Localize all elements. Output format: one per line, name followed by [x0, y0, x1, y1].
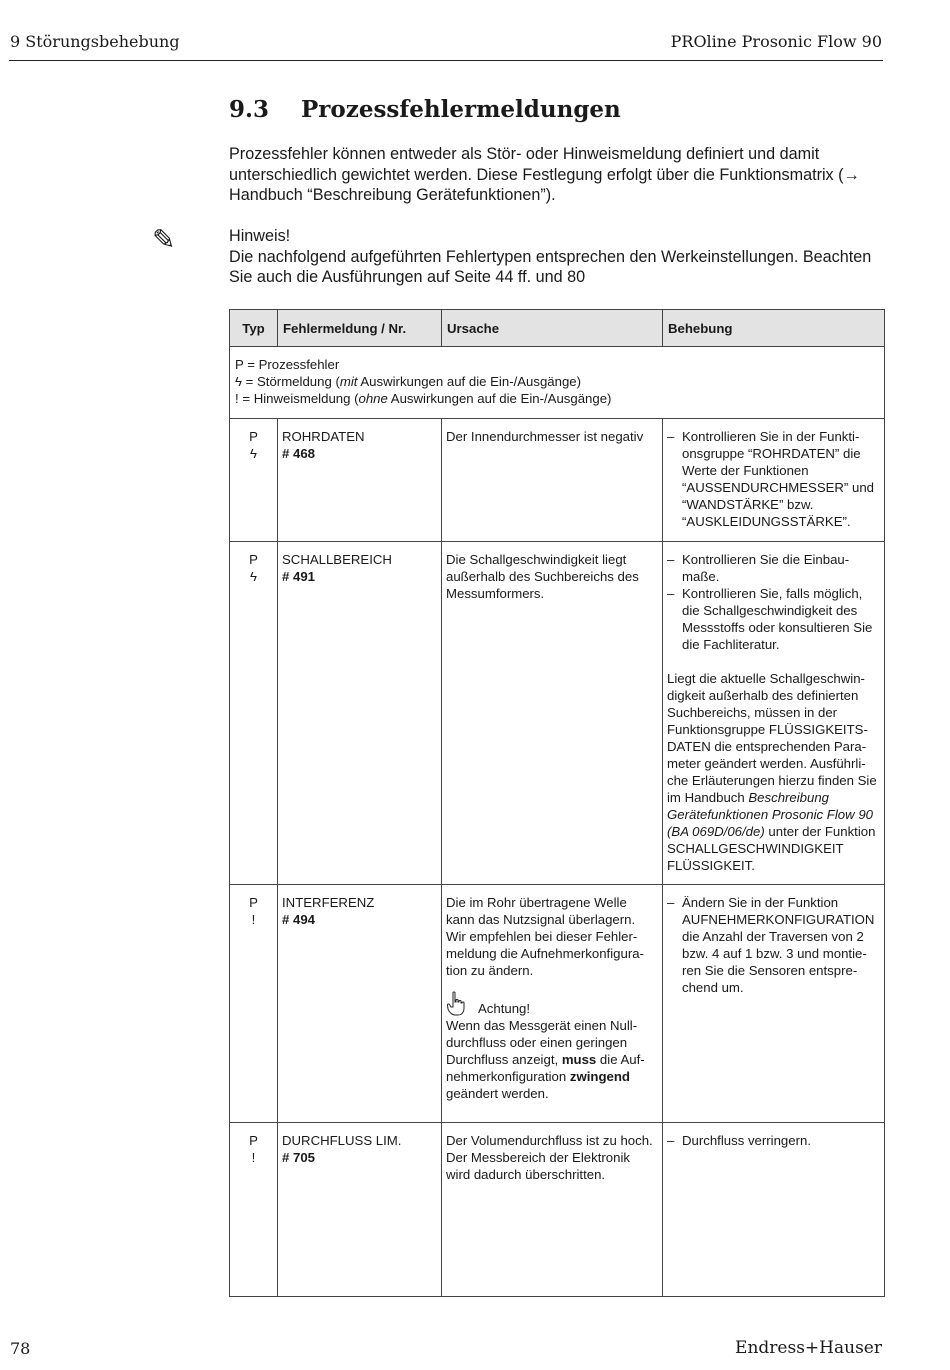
message-cell	[278, 885, 442, 1123]
cause-cell: Die im Rohr übertragene Welle kann das Nutzsignal überlagern. Wir empfehlen bei dieser Fehlermeldung die Aufnehmerkonfiguration zu ändern. Achtung! Wenn das Messgerät einen Nulldurchfluss oder einen geringen Durchfluss anzeigt, muss die Aufnehmerkonfiguration zwingend geändert werden.	[442, 885, 663, 1123]
section-number: 9.3	[229, 96, 270, 123]
table-row	[230, 885, 885, 1123]
lightning-icon: ϟ	[235, 374, 242, 389]
type-cell: P !	[230, 1123, 278, 1297]
error-name: DURCHFLUSS LIM.	[282, 1133, 402, 1148]
running-header-chapter: 9 Störungsbehebung	[10, 32, 180, 51]
error-name: INTERFERENZ	[282, 895, 375, 910]
list-item: – Kontrollieren Sie die Einbaumaße.	[667, 551, 879, 585]
column-header-remedy: Behebung	[663, 310, 885, 347]
exclamation-icon: !	[251, 1150, 256, 1165]
legend-fault: ϟ = Störmeldung (mit Auswirkungen auf die Ein-/Ausgänge)	[235, 374, 582, 389]
column-header-cause: Ursache	[442, 310, 663, 347]
table-header-row	[230, 310, 885, 347]
page-number: 78	[10, 1339, 31, 1358]
legend-row	[230, 347, 885, 419]
legend-cell	[230, 347, 885, 419]
error-code: # 494	[282, 912, 316, 927]
list-item: – Durchfluss verringern.	[667, 1132, 879, 1149]
warning-text: Wenn das Messgerät einen Nulldurchfluss oder einen geringen Durchfluss anzeigt, muss die Aufnehmerkonfiguration zwingend geändert werden.	[446, 1018, 645, 1101]
error-code: # 705	[282, 1150, 316, 1165]
note-block	[229, 226, 889, 288]
cause-cell: Der Innendurchmesser ist negativ	[442, 419, 663, 542]
error-name: SCHALLBEREICH	[282, 552, 392, 567]
legend-notice: ! = Hinweismeldung (ohne Auswirkungen auf die Ein-/Ausgänge)	[235, 391, 612, 406]
table-row	[230, 1123, 885, 1297]
process-error-table	[229, 309, 885, 1297]
message-cell	[278, 419, 442, 542]
column-header-message: Fehlermeldung / Nr.	[278, 310, 442, 347]
pencil-icon: ✎	[152, 224, 176, 255]
legend-process: P = Prozessfehler	[235, 357, 340, 372]
error-code: # 468	[282, 446, 316, 461]
lightning-icon: ϟ	[250, 446, 257, 461]
pointing-hand-icon	[446, 991, 466, 1017]
brand-logo: Endress+Hauser	[735, 1338, 882, 1358]
note-title: Hinweis!	[229, 227, 291, 245]
note-text: Die nachfolgend aufgeführten Fehlertypen entsprechen den Werkeinstellungen. Beachten Sie auch die Ausführungen auf Seite 44 ff. und 80	[229, 247, 872, 286]
intro-paragraph: Prozessfehler können entweder als Stör- oder Hinweismeldung definiert und damit unterschiedlich gewichtet werden. Diese Festlegung erfolgt über die Funktionsmatrix (→ Handbuch “Beschreibung Gerätefunktionen”).	[229, 145, 860, 204]
remedy-note: Liegt die aktuelle Schallgeschwindigkeit außerhalb des definierten Suchbereichs, müssen in der Funktionsgruppe FLÜSSIGKEITSDATEN die entsprechenden Parameter geändert werden. Ausführliche Erläuterungen hierzu finden Sie im Handbuch Beschreibung Gerätefunktionen Prosonic Flow 90 (BA 069D/06/de) unter der Funktion SCHALLGESCHWINDIGKEIT FLÜSSIGKEIT.	[667, 671, 877, 873]
lightning-icon: ϟ	[250, 569, 257, 584]
remedy-cell	[663, 542, 885, 885]
type-cell: P ϟ	[230, 419, 278, 542]
table-row	[230, 542, 885, 885]
message-cell	[278, 1123, 442, 1297]
section-title: Prozessfehlermeldungen	[301, 96, 621, 123]
warning-title: Achtung!	[478, 1001, 531, 1016]
type-cell: P ϟ	[230, 542, 278, 885]
exclamation-icon: !	[251, 912, 256, 927]
message-cell	[278, 542, 442, 885]
running-header-product: PROline Prosonic Flow 90	[670, 32, 882, 51]
table-row	[230, 419, 885, 542]
remedy-cell	[663, 1123, 885, 1297]
error-name: ROHRDATEN	[282, 429, 365, 444]
remedy-cell	[663, 419, 885, 542]
warning-heading	[446, 991, 657, 1017]
list-item: – Ändern Sie in der Funktion AUFNEHMERKONFIGURATION die Anzahl der Traversen von 2 bzw. 4 auf 1 bzw. 3 und montieren Sie die Sensoren entsprechend um.	[667, 894, 879, 996]
cause-cell: Der Volumendurchfluss ist zu hoch. Der Messbereich der Elektronik wird dadurch überschritten.	[442, 1123, 663, 1297]
type-cell: P !	[230, 885, 278, 1123]
header-divider	[9, 60, 883, 61]
cause-cell: Die Schallgeschwindigkeit liegt außerhalb des Suchbereichs des Messumformers.	[442, 542, 663, 885]
remedy-cell	[663, 885, 885, 1123]
list-item: – Kontrollieren Sie, falls möglich, die Schallgeschwindigkeit des Messstoffs oder konsultieren Sie die Fachliteratur.	[667, 585, 879, 653]
error-code: # 491	[282, 569, 316, 584]
list-item: – Kontrollieren Sie in der Funktionsgruppe “ROHRDATEN” die Werte der Funktionen “AUSSENDURCHMESSER” und “WANDSTÄRKE” bzw. “AUSKLEIDUNGSSTÄRKE”.	[667, 428, 879, 530]
column-header-typ: Typ	[230, 310, 278, 347]
